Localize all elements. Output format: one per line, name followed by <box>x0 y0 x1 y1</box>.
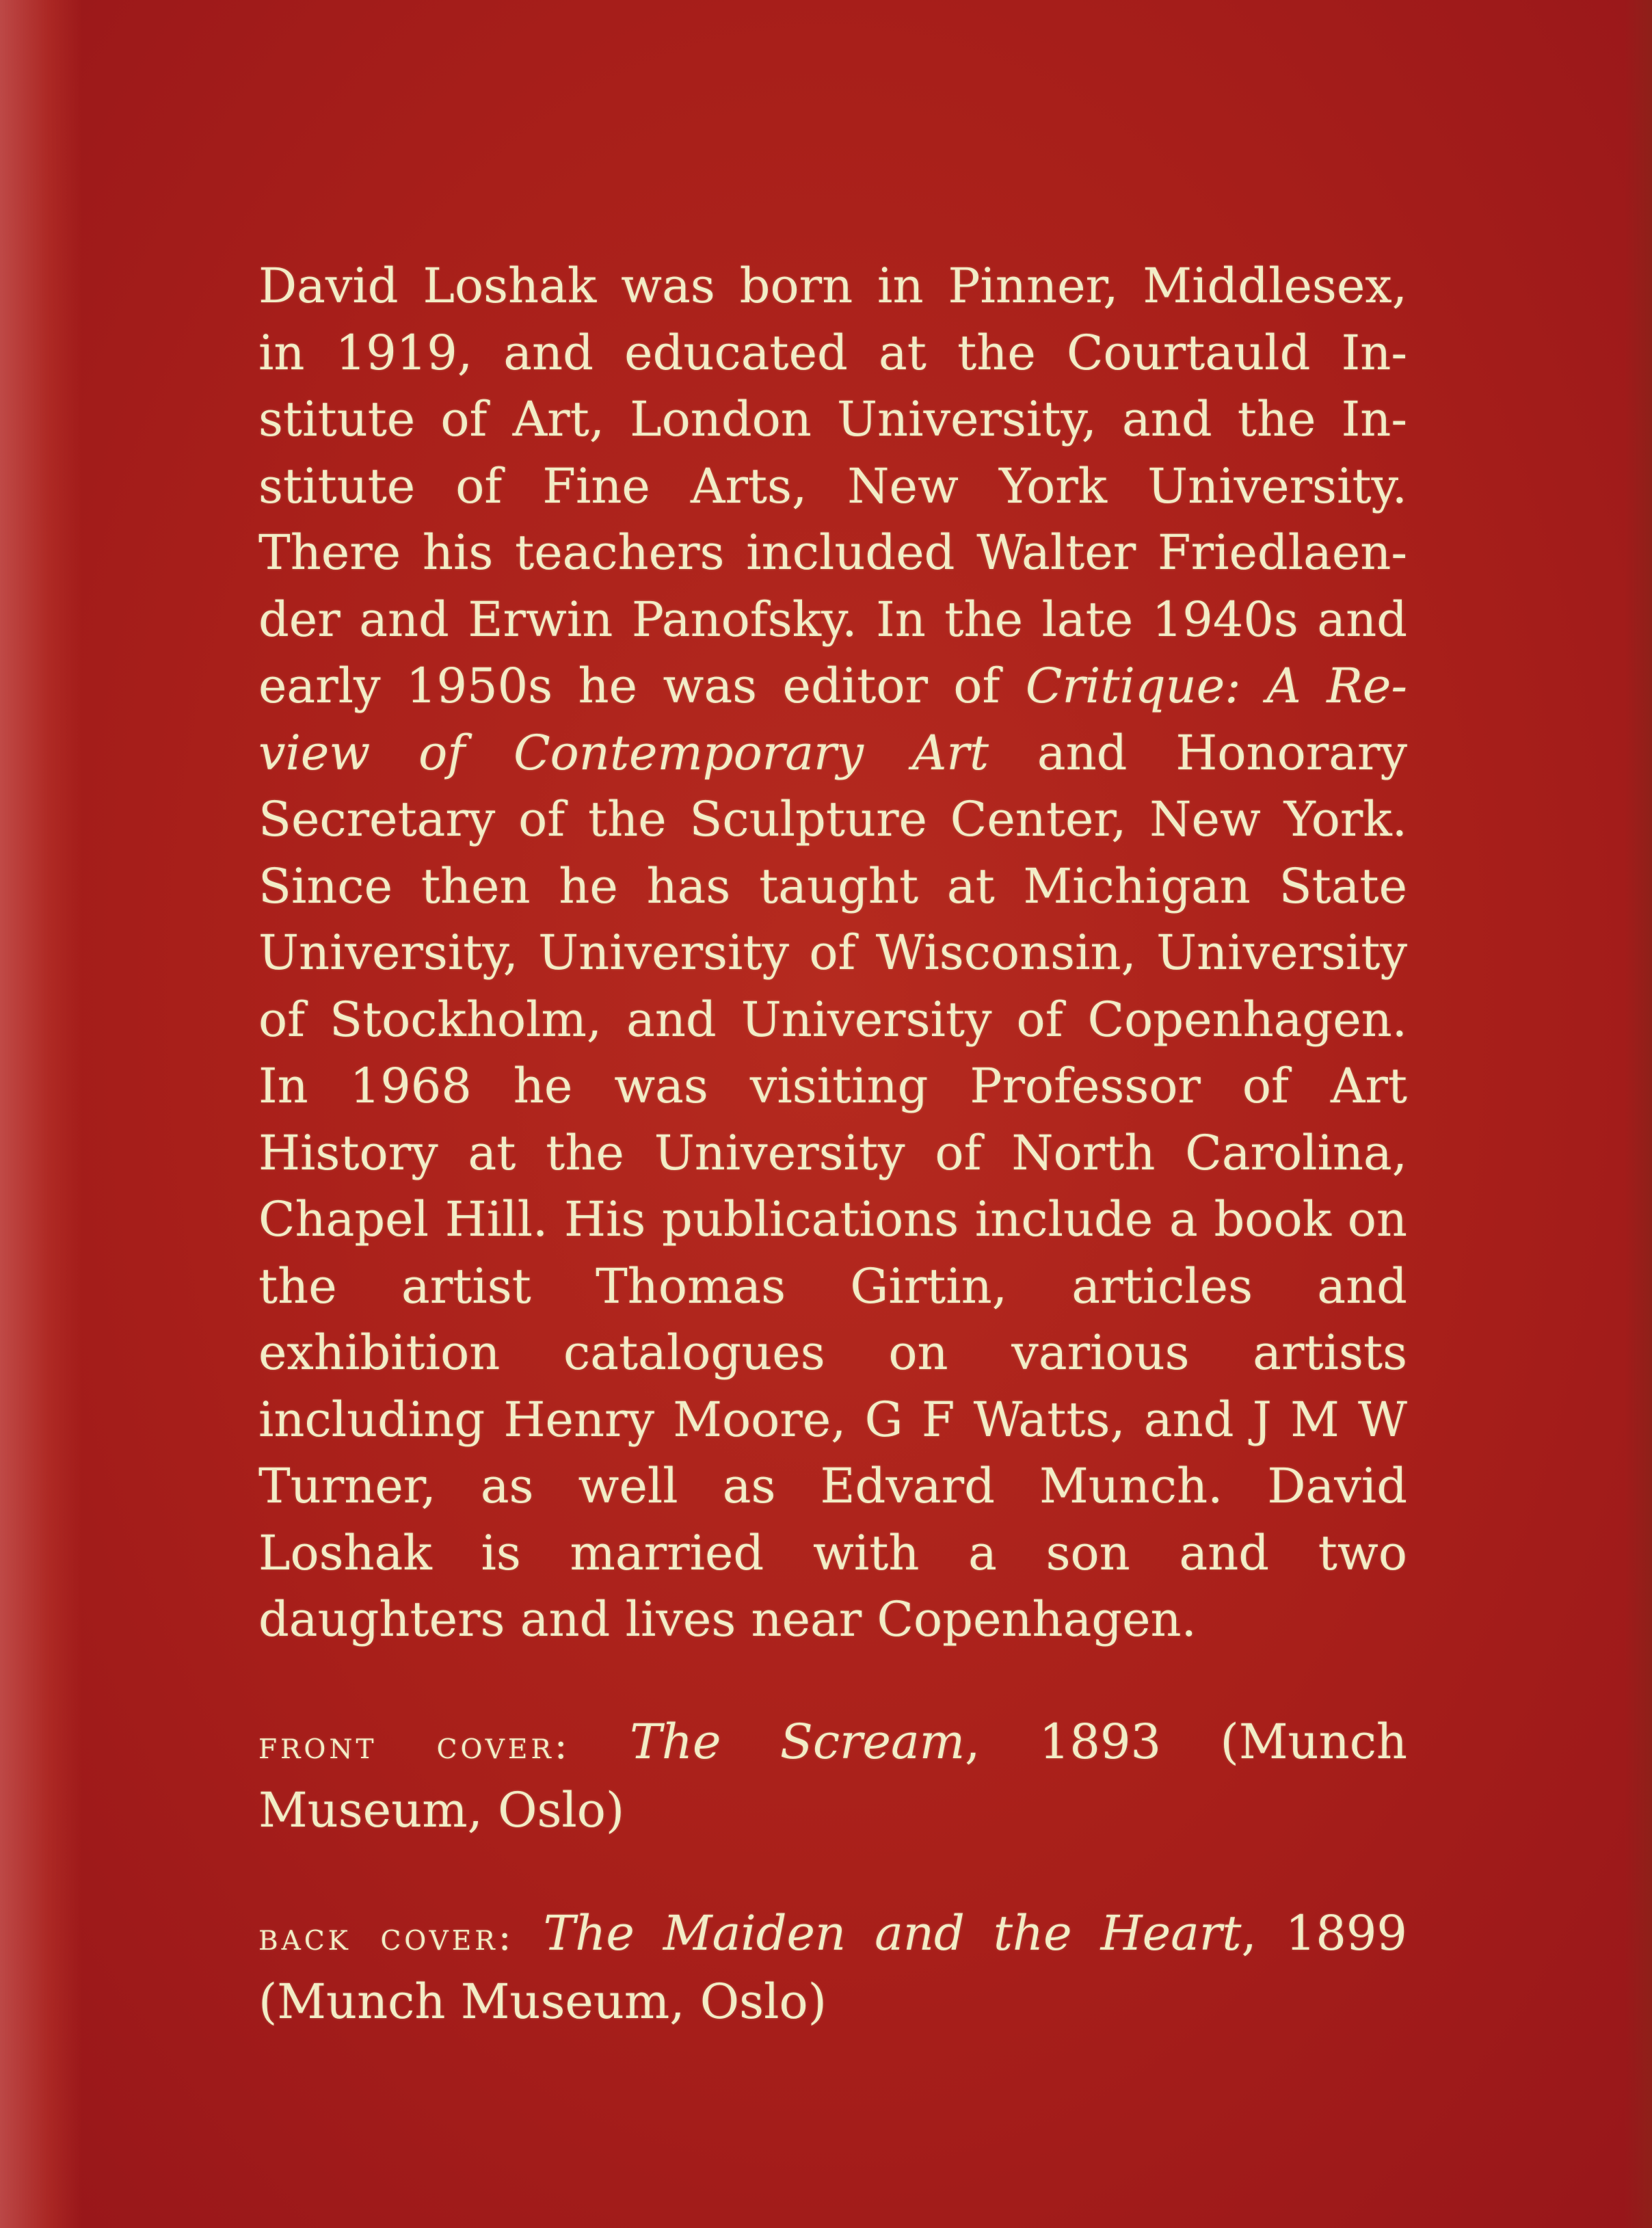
cover-right-edge-shadow <box>1625 0 1652 2228</box>
front-cover-artwork-details: , 1893 (Munch Museum, Oslo) <box>258 1713 1407 1838</box>
back-cover-caption <box>258 1901 1407 2034</box>
author-bio-block <box>258 253 1407 2034</box>
back-cover-artwork-title: The Maiden and the Heart <box>543 1905 1242 1961</box>
cover-left-edge-highlight <box>0 0 82 2228</box>
back-cover-label: back cover: <box>258 1914 515 1959</box>
author-biography <box>258 253 1407 1654</box>
journal-title: Critique: A Review of Contemporary Art <box>258 658 1408 781</box>
front-cover-caption <box>258 1710 1407 1842</box>
back-cover-artwork-details: , 1899 (Munch Museum, Oslo) <box>258 1905 1407 2030</box>
bio-text-part2: and Honorary Secretary of the Sculpture Center, New York. Since then he has taught at Michigan State University, University of Wisconsin, University of Stockholm, and University of Copenhagen. In 1968 he was visiting Professor of Art History at the University of North Carolina, Chapel Hill. His publications include a book on the artist Thomas Girtin, articles and exhibition catalogues on various artists including Henry Moore, G F Watts, and J M W Turner, as well as Edvard Munch. David Loshak is married with a son and two daughters and lives near Copenhagen. <box>258 724 1407 1647</box>
front-cover-label: front cover: <box>258 1723 571 1768</box>
bio-text-part1: David Loshak was born in Pinner, Middlesex, in 1919, and educated at the Courtauld Institute of Art, London University, and the Institute of Fine Arts, New York University. There his teachers included Walter Friedlaender and Erwin Panofsky. In the late 1940s and early 1950s he was editor of <box>258 258 1407 714</box>
front-cover-artwork-title: The Scream <box>630 1713 965 1770</box>
